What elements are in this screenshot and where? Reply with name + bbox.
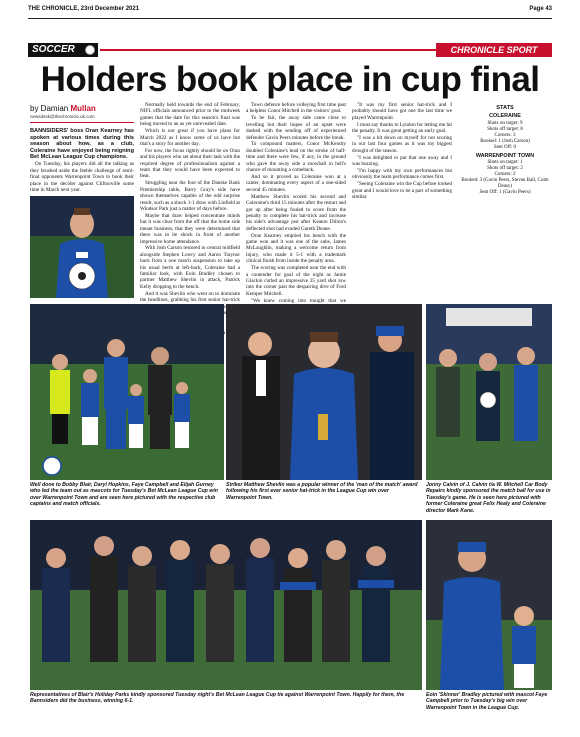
- article-paragraph: To be fair, the away side came close to levelling but their hopes of an upset were dashed with the sending off of experienced defender Gavin Peers minutes before the break.: [246, 115, 346, 141]
- caption-mascots: Well done to Bobby Blair, Daryl Hopkins, Faye Campbell and Elijah Gurney who led the team out as mascots for Tuesday's Bet McLean League Cup win over Warrenpoint Town and are seen here pictured with the respective club captains and match officials.: [30, 482, 218, 508]
- stats-line: Booked: 3 (Gavin Peers, Steven Ball, Colm Deasy): [461, 178, 549, 190]
- photo-blairs-group: [30, 520, 422, 690]
- article-paragraph: The scoring was completed near the end with a contender for goal of the night as Jamie Glackin curled an impressive 25 yard shot low into the corner past the despairing dive of Ford Kemper Mitchell.: [246, 265, 346, 297]
- article-column-4: [352, 102, 452, 290]
- section-label: SOCCER: [32, 44, 75, 55]
- photo-blairs-group-image: [30, 520, 422, 690]
- stats-line: Sent Off: 0: [493, 144, 517, 150]
- article-paragraph: "I was delighted to put that one away and I was buzzing.: [352, 154, 452, 168]
- byline-surname: Mullan: [70, 104, 96, 113]
- article-paragraph: With Josh Carson restored to central midfield alongside Stephen Lowry and Aaron Traynor back from a one match suspension to take up his usual berth at left-back, Coleraine had a familiar look, with Eoin Bradley chosen to partner Matthew Shevlin in attack, Patrick Kelly dropping to the bench.: [140, 245, 240, 290]
- caption-shevlin: Striker Matthew Shevlin was a popular winner of the 'man of the match' award following his first ever senior hat-trick in the League Cup win over Warrenpoint Town.: [226, 482, 418, 501]
- article-paragraph: On Tuesday, his players did all the talking as they brushed aside the feeble challenge of semi-final opponents Warrenpoint Town to book their place in the decider against Cliftonville some time in March next year.: [30, 161, 134, 194]
- article-paragraph: Maybe that draw helped concentrate minds but it was clear from the off that the home side meant business, that they were determined that there was to be shock in front of another impressive home attendance.: [140, 212, 240, 245]
- section-divider: [100, 49, 436, 51]
- photo-mascots-image: [30, 304, 224, 480]
- photo-bradley-mascot: [426, 520, 552, 690]
- article-paragraph: a: [222, 329, 226, 336]
- caption-blairs: Representatives of Blair's Holiday Parks kindly sponsored Tuesday night's Bet McLean League Cup tie against Warrenpoint Town. Happily for them, the Bannsiders did the business, winning 6-1.: [30, 692, 405, 705]
- section-tag: [28, 43, 98, 57]
- article-column-3: [246, 102, 346, 304]
- page-number: Page 43: [529, 6, 552, 12]
- photo-shevlin-award: [226, 304, 422, 480]
- headline: Holders book place in cup final: [40, 60, 540, 99]
- photo-sponsors: [426, 304, 552, 480]
- article-paragraph: Oran Kearney emptied his bench with the game won and it was one of the subs, James McLaughlin, making a welcome return from injury, who made it 5-1 with a trademark clinical finish from inside the penalty area.: [246, 232, 346, 265]
- stats-line: Shots off target: 2: [487, 166, 523, 172]
- stats-line: Corners: 3: [494, 132, 516, 138]
- byline-email[interactable]: newsdesk@thechronicle.uk.com: [30, 114, 95, 119]
- header-rule: [28, 18, 552, 19]
- byline-rule: [30, 122, 134, 123]
- photo-mascots: [30, 304, 224, 480]
- stats-line: Corners: 2: [494, 172, 516, 178]
- football-icon: [85, 45, 95, 55]
- stats-box: [458, 102, 552, 290]
- stats-line: Shots on target: 9: [487, 120, 523, 126]
- caption-bradley: Eoin 'Skinner' Bradley pictured with mascot Faye Campbell prior to Tuesday's big win over Warrenpoint Town in the League Cup.: [426, 692, 548, 711]
- byline-prefix: by Damian: [30, 104, 69, 113]
- article-paragraph: To compound matters, Conor McKendry doubled Coleraine's lead on the stroke of half-time and there were few, if any, in the ground who gave the away side a snowball in hell's chance of mounting a comeback.: [246, 141, 346, 174]
- photo-shevlin-ball: [30, 196, 134, 298]
- caption-sponsors: Jonny Calvin of J. Calvin t/a W. Mitchell Car Body Repairs kindly sponsored the match ball for use in Tuesday's game. He is seen here pictured with former Coleraine great Felix Healy and Coleraine director Mark Kane.: [426, 482, 551, 514]
- article-paragraph: "We knew coming into tonight that we: [251, 297, 346, 304]
- article-paragraph: For now, the focus rightly should be on Oran and his players who set about their task with the required degree of professionalism against a team that they would have been expected to beat.: [140, 147, 240, 180]
- article-paragraph: "It was my first senior hat-trick and I probably should have got one the last time we played Warrenpoint.: [352, 102, 452, 121]
- article-paragraph: "I was a bit down on myself for not scoring in our last four games as it was my biggest drought of the season.: [352, 135, 452, 154]
- stats-title: STATS: [496, 105, 514, 111]
- photo-shevlin-ball-image: [30, 196, 134, 298]
- article-paragraph: Struggling near the foot of the Danske Bank Premiership table, Barry Gray's side have shown themselves capable of the odd surprise result, such as a shock 1-1 draw with Linfield at Windsor Park just a matter of days before.: [140, 180, 240, 212]
- article-column-1: [30, 128, 134, 194]
- brand-tag: CHRONICLE SPORT: [436, 43, 552, 57]
- stats-line: Shots off target: 8: [487, 126, 523, 132]
- article-intro: BANNSIDERS' boss Oran Kearney has spoken at various times during this season about how, as a club, Coleraine have enjoyed being reigning Bet McLean League Cup champions.: [30, 128, 134, 161]
- photo-shevlin-award-image: [226, 304, 422, 480]
- article-paragraph: Town defence before volleying first time past a helpless Conor Mitchell in the visitors' goal.: [246, 102, 346, 115]
- page-header: [28, 6, 552, 16]
- publication-date: THE CHRONICLE, 23rd December 2021: [28, 6, 140, 12]
- article-paragraph: Normally held towards the end of February, NIFL officials announced prior to the midweek games that the date for this season's final was being moved to an as yet unrevealed date.: [140, 102, 240, 128]
- article-paragraph: And so it proved as Coleraine won at a canter, dominating every aspect of a one-sided second 45 minutes.: [246, 173, 346, 193]
- stats-line: Sent Off: 1 (Gavin Peers): [479, 190, 531, 196]
- stats-line: Shots on target: 1: [487, 160, 523, 166]
- article-paragraph: "I'm happy with my own performances but obviously the team performance comes first.: [352, 168, 452, 181]
- stats-line: Booked: 1 (Josh Carson): [480, 138, 530, 144]
- stats-team-coleraine: COLERAINE: [489, 113, 521, 120]
- stats-team-warrenpoint: WARRENPOINT TOWN: [475, 152, 535, 159]
- article-paragraph: I must say thanks to Lyndon for letting me hit the penalty. It was great getting an early goal.: [352, 121, 452, 135]
- article-paragraph: Which is not great if you have plans for March 2022 as I know some of us have but that's a story for another day.: [140, 128, 240, 147]
- byline: [30, 104, 134, 119]
- article-paragraph: And it was Shevlin who went on to dominate the headlines, grabbing his first senior hat-trick the: [140, 290, 240, 310]
- article-paragraph: "Seeing Coleraine win the Cup before looked great and I would love to be a part of something similar.: [352, 181, 452, 201]
- photo-sponsors-image: [426, 304, 552, 480]
- photo-bradley-mascot-image: [426, 520, 552, 690]
- article-paragraph: Matthew Shevlin scored his second and Coleraine's third 15 minutes after the restart and got up after being fouled to score from the penalty to complete his hat-trick and increase his side's advantage just after Keaton Dillon's deflected shot had evaded Gareth Deane.: [246, 193, 346, 232]
- article-column-2: [140, 102, 240, 336]
